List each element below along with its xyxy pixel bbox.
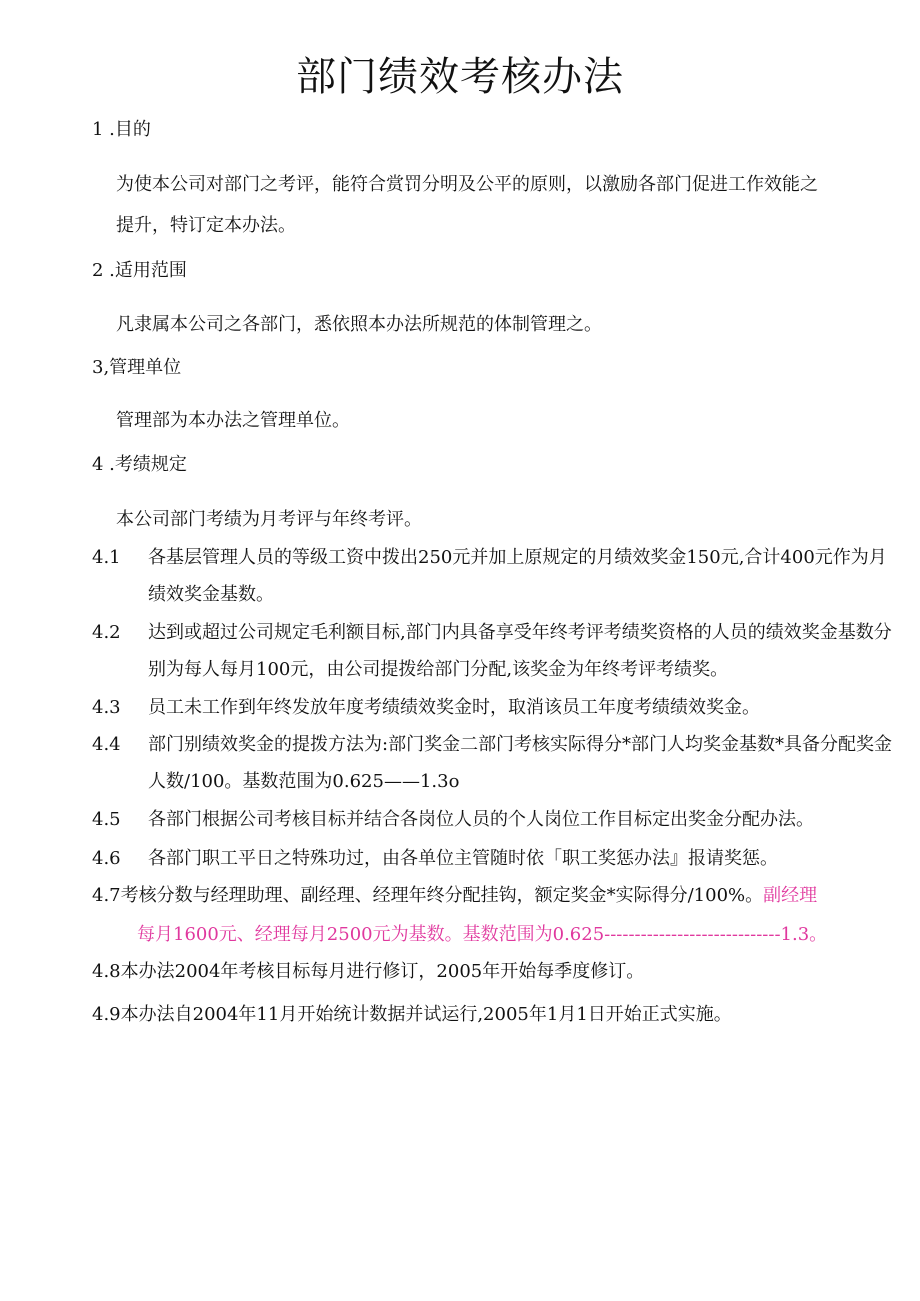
list-item-4-2 bbox=[92, 614, 904, 688]
list-item-4-7-text: 4.7考核分数与经理助理、副经理、经理年终分配挂钩，额定奖金*实际得分/100%。 bbox=[92, 885, 764, 906]
list-item-4-9: 4.9本办法自2004年11月开始统计数据并试运行,2005年1月1日开始正式实施。 bbox=[92, 1004, 732, 1025]
list-item-text: 各部门职工平日之特殊功过，由各单位主管随时依「职工奖惩办法』报请奖惩。 bbox=[148, 848, 778, 869]
list-item-4-7-highlight-line-2: 每月1600元、经理每月2500元为基数。基数范围为0.625-----------------------------1.3。 bbox=[137, 924, 828, 945]
list-item-number: 4.5 bbox=[92, 809, 121, 830]
list-item-number: 4.4 bbox=[92, 734, 121, 755]
list-item-number: 4.6 bbox=[92, 848, 121, 869]
section-3-body: 管理部为本办法之管理单位。 bbox=[116, 410, 350, 431]
section-4-body: 本公司部门考绩为月考评与年终考评。 bbox=[116, 509, 422, 530]
section-2-heading: 2 .适用范围 bbox=[92, 260, 187, 281]
list-item-4-7-highlight-start: 副经理 bbox=[763, 885, 818, 906]
list-item-text: 各部门根据公司考核目标并结合各岗位人员的个人岗位工作目标定出奖金分配办法。 bbox=[148, 809, 814, 830]
list-item-4-4 bbox=[92, 726, 904, 800]
section-4-heading: 4 .考绩规定 bbox=[92, 454, 187, 475]
list-item-4-1 bbox=[92, 539, 904, 613]
list-item-number: 4.2 bbox=[92, 622, 121, 643]
list-item-text: 各基层管理人员的等级工资中拨出250元并加上原规定的月绩效奖金150元,合计400元作为月绩效奖金基数。 bbox=[148, 547, 887, 605]
section-1-heading: 1 .目的 bbox=[92, 119, 151, 140]
list-item-4-7-line-1 bbox=[92, 884, 817, 908]
list-item-number: 4.1 bbox=[92, 547, 121, 568]
list-item-text: 部门别绩效奖金的提拨方法为:部门奖金二部门考核实际得分*部门人均奖金基数*具备分配奖金人数/100。基数范围为0.625——1.3o bbox=[148, 734, 893, 792]
section-2-body: 凡隶属本公司之各部门，悉依照本办法所规范的体制管理之。 bbox=[116, 314, 602, 335]
list-item-text: 达到或超过公司规定毛利额目标,部门内具备享受年终考评考绩奖资格的人员的绩效奖金基数分别为每人每月100元，由公司提拨给部门分配,该奖金为年终考评考绩奖。 bbox=[148, 622, 892, 680]
section-1-body-line-2: 提升，特订定本办法。 bbox=[116, 215, 296, 236]
list-item-4-8: 4.8本办法2004年考核目标每月进行修订，2005年开始每季度修订。 bbox=[92, 961, 645, 982]
list-item-4-5 bbox=[92, 801, 904, 838]
section-1-body-line-1: 为使本公司对部门之考评，能符合赏罚分明及公平的原则，以激励各部门促进工作效能之 bbox=[116, 174, 818, 195]
list-item-4-6 bbox=[92, 840, 904, 877]
document-title: 部门绩效考核办法 bbox=[296, 54, 624, 100]
list-item-4-3 bbox=[92, 689, 904, 726]
section-3-heading: 3,管理单位 bbox=[92, 357, 182, 378]
list-item-text: 员工未工作到年终发放年度考绩绩效奖金时，取消该员工年度考绩绩效奖金。 bbox=[148, 697, 760, 718]
list-item-number: 4.3 bbox=[92, 697, 121, 718]
